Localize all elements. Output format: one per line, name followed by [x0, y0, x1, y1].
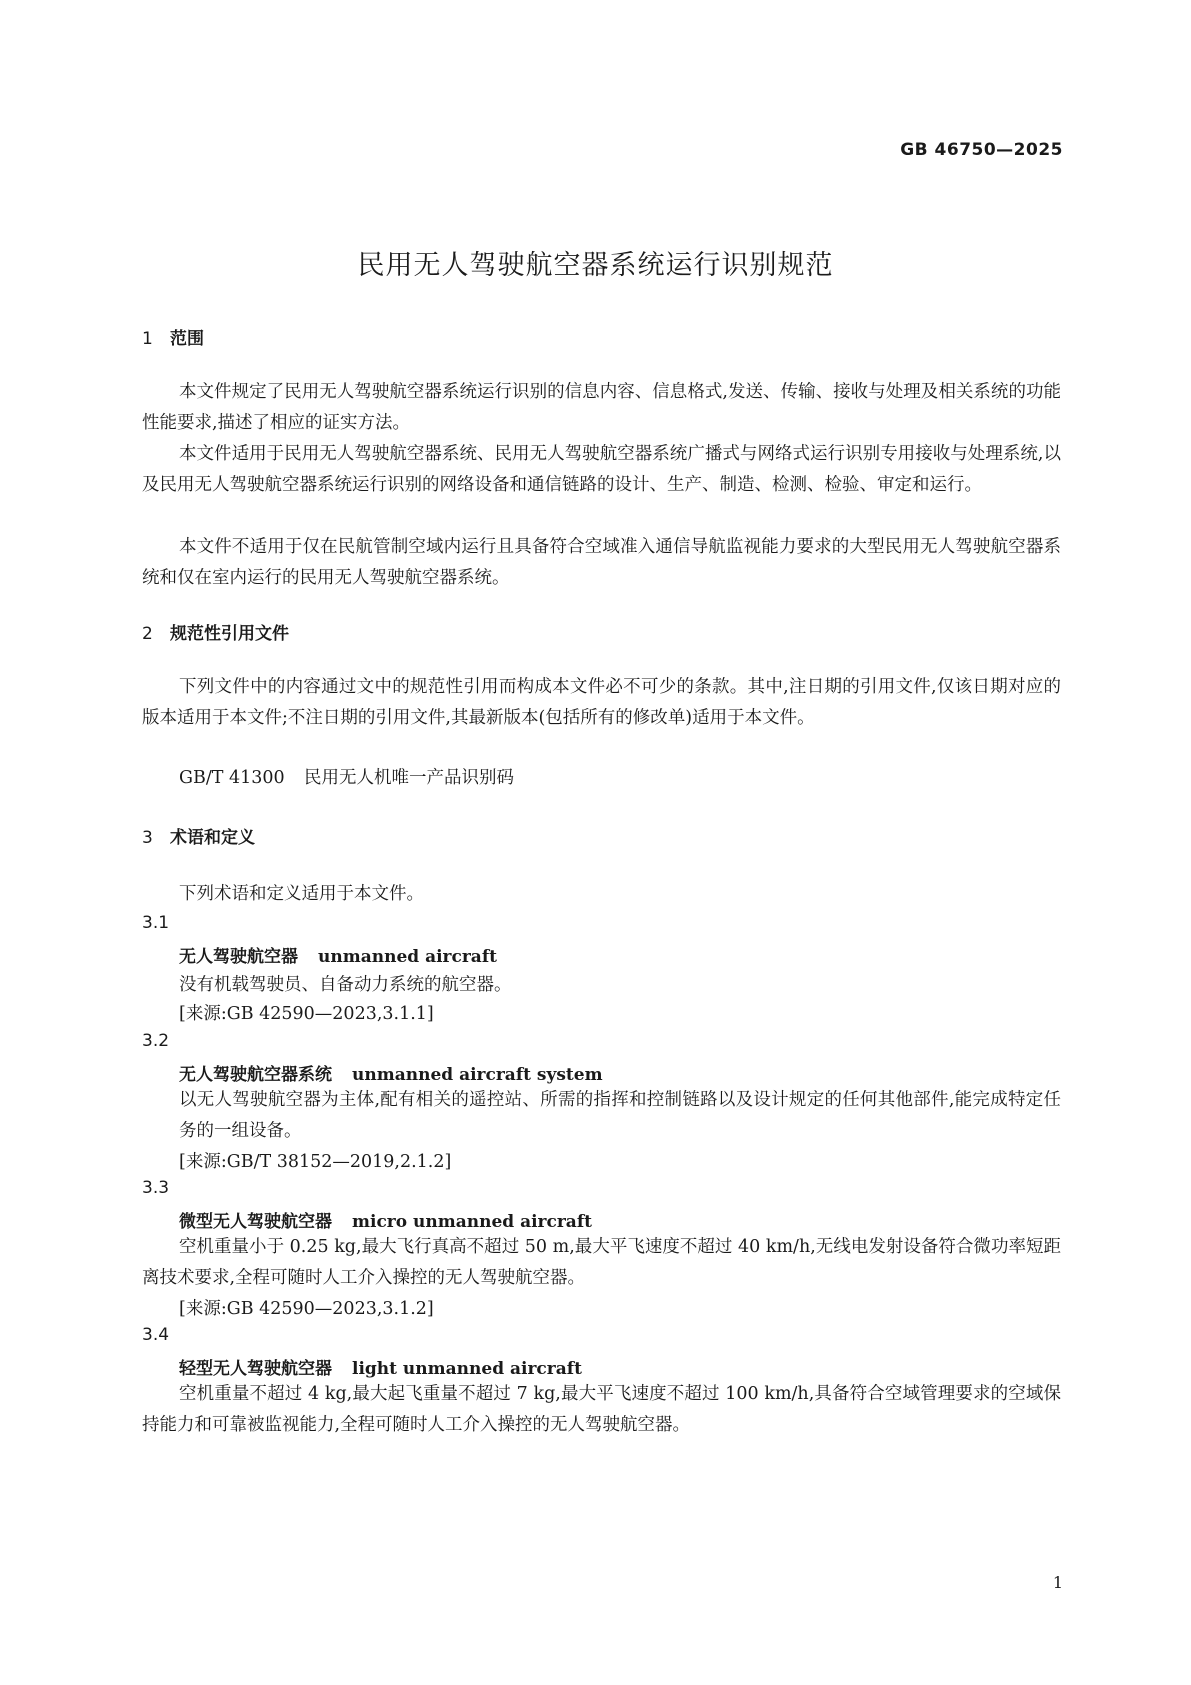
section-number: 1: [142, 329, 153, 349]
term-heading: [179, 1354, 582, 1379]
document-title: 民用无人驾驶航空器系统运行识别规范: [357, 250, 834, 281]
section-title: 术语和定义: [170, 828, 255, 848]
page-number: 1: [1052, 1573, 1063, 1592]
term-heading: [179, 1060, 603, 1085]
term-zh: 微型无人驾驶航空器: [179, 1212, 332, 1232]
term-zh: 无人驾驶航空器系统: [179, 1065, 332, 1085]
term-en: unmanned aircraft system: [352, 1065, 603, 1085]
scope-paragraph: 本文件不适用于仅在民航管制空域内运行且具备符合空域准入通信导航监视能力要求的大型民用无人驾驶航空器系统和仅在室内运行的民用无人驾驶航空器系统。: [142, 537, 1061, 588]
term-source: [来源:GB 42590—2023,3.1.2]: [179, 1299, 434, 1319]
term-definition: 空机重量小于 0.25 kg,最大飞行真高不超过 50 m,最大平飞速度不超过 40 km/h,无线电发射设备符合微功率短距离技术要求,全程可随时人工介入操控的无人驾驶航空器。: [142, 1237, 1061, 1288]
term-heading: [179, 1207, 592, 1232]
section-number: 3: [142, 828, 153, 848]
term-number: 3.2: [142, 1031, 170, 1051]
section-title: 范围: [170, 329, 204, 349]
terms-intro: 下列术语和定义适用于本文件。: [179, 884, 424, 904]
term-number: 3.1: [142, 913, 170, 933]
term-en: light unmanned aircraft: [352, 1359, 582, 1379]
section-number: 2: [142, 624, 153, 644]
references-paragraph: 下列文件中的内容通过文中的规范性引用而构成本文件必不可少的条款。其中,注日期的引用文件,仅该日期对应的版本适用于本文件;不注日期的引用文件,其最新版本(包括所有的修改单)适用于本文件。: [142, 677, 1061, 728]
term-number: 3.3: [142, 1178, 170, 1198]
section-title: 规范性引用文件: [170, 624, 289, 644]
scope-paragraph: 本文件规定了民用无人驾驶航空器系统运行识别的信息内容、信息格式,发送、传输、接收与处理及相关系统的功能性能要求,描述了相应的证实方法。: [142, 382, 1061, 433]
term-source: [来源:GB 42590—2023,3.1.1]: [179, 1004, 434, 1024]
reference-code: GB/T 41300: [179, 768, 285, 788]
term-definition: 没有机载驾驶员、自备动力系统的航空器。: [179, 975, 512, 995]
term-definition: 以无人驾驶航空器为主体,配有相关的遥控站、所需的指挥和控制链路以及设计规定的任何其他部件,能完成特定任务的一组设备。: [179, 1090, 1061, 1141]
term-en: micro unmanned aircraft: [352, 1212, 592, 1232]
reference-document: [179, 764, 514, 789]
term-zh: 无人驾驶航空器: [179, 947, 298, 967]
standard-id: GB 46750—2025: [900, 140, 1063, 160]
section-1-heading: [142, 324, 204, 349]
term-source: [来源:GB/T 38152—2019,2.1.2]: [179, 1152, 452, 1172]
reference-title: 民用无人机唯一产品识别码: [304, 768, 514, 788]
term-number: 3.4: [142, 1325, 170, 1345]
term-definition: 空机重量不超过 4 kg,最大起飞重量不超过 7 kg,最大平飞速度不超过 100 km/h,具备符合空域管理要求的空域保持能力和可靠被监视能力,全程可随时人工介入操控的无人驾驶航空器。: [142, 1384, 1061, 1435]
term-en: unmanned aircraft: [318, 947, 497, 967]
term-zh: 轻型无人驾驶航空器: [179, 1359, 332, 1379]
section-3-heading: [142, 823, 255, 848]
section-2-heading: [142, 619, 289, 644]
scope-paragraph: 本文件适用于民用无人驾驶航空器系统、民用无人驾驶航空器系统广播式与网络式运行识别专用接收与处理系统,以及民用无人驾驶航空器系统运行识别的网络设备和通信链路的设计、生产、制造、检测、检验、审定和运行。: [142, 444, 1061, 495]
term-heading: [179, 942, 497, 967]
